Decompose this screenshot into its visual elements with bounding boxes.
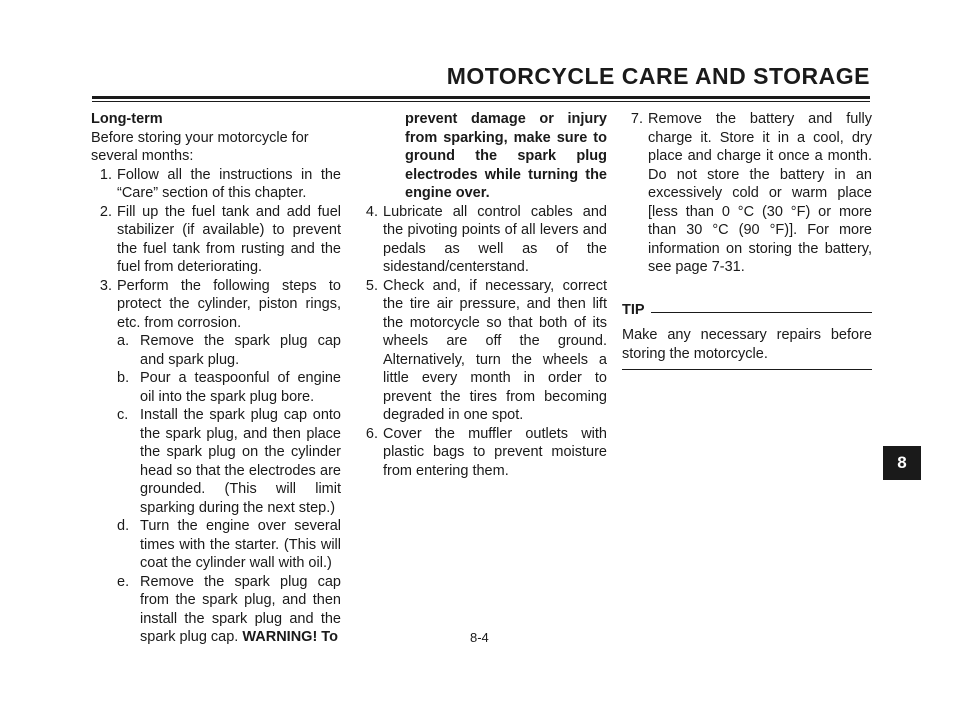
page-number: 8-4 [470, 630, 489, 645]
column-right [622, 110, 872, 370]
step-number: 5. [365, 277, 378, 294]
tip-label: TIP [622, 301, 645, 318]
substep-3d [117, 517, 341, 573]
step-text: Lubricate all control cables and the pivoting points of all levers and pedals as well as of the sidestand/centerstand. [383, 203, 607, 275]
step-number: 6. [365, 425, 378, 442]
header-rule [92, 96, 870, 99]
step-5 [357, 277, 607, 425]
column-left [91, 110, 341, 647]
tip-rule [651, 312, 872, 313]
step-text: Remove the battery and fully charge it. Store it in a cool, dry place and charge it once a month. Do not store the battery in an excessively cold or warm place [less than 0 °C (30 °F) or more than 30 °C (90 °F)]. For more information on storing the battery, see page 7-31. [648, 111, 872, 275]
warning-continuation: prevent damage or injury from sparking, make sure to ground the spark plug electrodes while turning the engine over. [405, 111, 607, 201]
substep-letter: a. [117, 333, 130, 349]
step-number: 3. [99, 277, 112, 294]
substep-letter: b. [117, 370, 130, 386]
substep-3b [117, 369, 341, 406]
substep-letter: d. [117, 518, 130, 534]
tip-box [622, 301, 872, 371]
substep-letter: c. [117, 407, 129, 423]
warning-lead: WARNING! To [242, 629, 338, 645]
step-7 [622, 110, 872, 277]
substep-text: Remove the spark plug cap and spark plug. [140, 333, 341, 368]
section-heading: Long-term [91, 111, 163, 127]
step-number: 7. [630, 111, 643, 127]
step-number: 4. [365, 203, 378, 220]
step-text: Check and, if necessary, correct the tire air pressure, and then lift the motorcycle so that both of its wheels are off the ground. Alternatively, turn the wheels a little every month in order to prevent the tires from becoming degraded in one spot. [383, 277, 607, 423]
step-2 [91, 203, 341, 277]
substep-3a [117, 332, 341, 369]
substep-text: Pour a teaspoonful of engine oil into the spark plug bore. [140, 370, 341, 405]
substep-letter: e. [117, 573, 130, 590]
substep-text: Remove the spark plug cap from the spark plug, and then install the spark plug and the spark plug cap. [140, 573, 341, 645]
header-rule-thin [92, 101, 870, 102]
step-text: Perform the following steps to protect the cylinder, piston rings, etc. from corrosion. [117, 277, 341, 331]
step-number: 1. [99, 166, 112, 183]
step-number: 2. [99, 203, 112, 220]
step-6 [357, 425, 607, 481]
step-text: Fill up the fuel tank and add fuel stabilizer (if available) to prevent the fuel tank from rusting and the fuel from deteriorating. [117, 203, 341, 275]
step-3 [91, 277, 341, 333]
chapter-tab [883, 446, 921, 480]
step-1 [91, 166, 341, 203]
step-text: Cover the muffler outlets with plastic bags to prevent moisture from entering them. [383, 425, 607, 479]
step-text: Follow all the instructions in the “Care” section of this chapter. [117, 166, 341, 201]
substep-3e [117, 573, 341, 647]
column-middle [357, 110, 607, 480]
tip-text: Make any necessary repairs before storing the motorcycle. [622, 327, 872, 362]
tip-header [622, 301, 872, 320]
chapter-tab-label: 8 [897, 453, 907, 472]
page-title: MOTORCYCLE CARE AND STORAGE [446, 63, 870, 89]
tip-end-rule [622, 369, 872, 370]
substep-text: Install the spark plug cap onto the spark plug, and then place the spark plug on the cylinder head so that the electrodes are grounded. (This will limit sparking during the next step.) [140, 407, 341, 516]
substep-3c [117, 406, 341, 517]
substep-text: Turn the engine over several times with the starter. (This will coat the cylinder wall with oil.) [140, 518, 341, 571]
step-4 [357, 203, 607, 277]
section-intro: Before storing your motorcycle for several months: [91, 129, 309, 164]
